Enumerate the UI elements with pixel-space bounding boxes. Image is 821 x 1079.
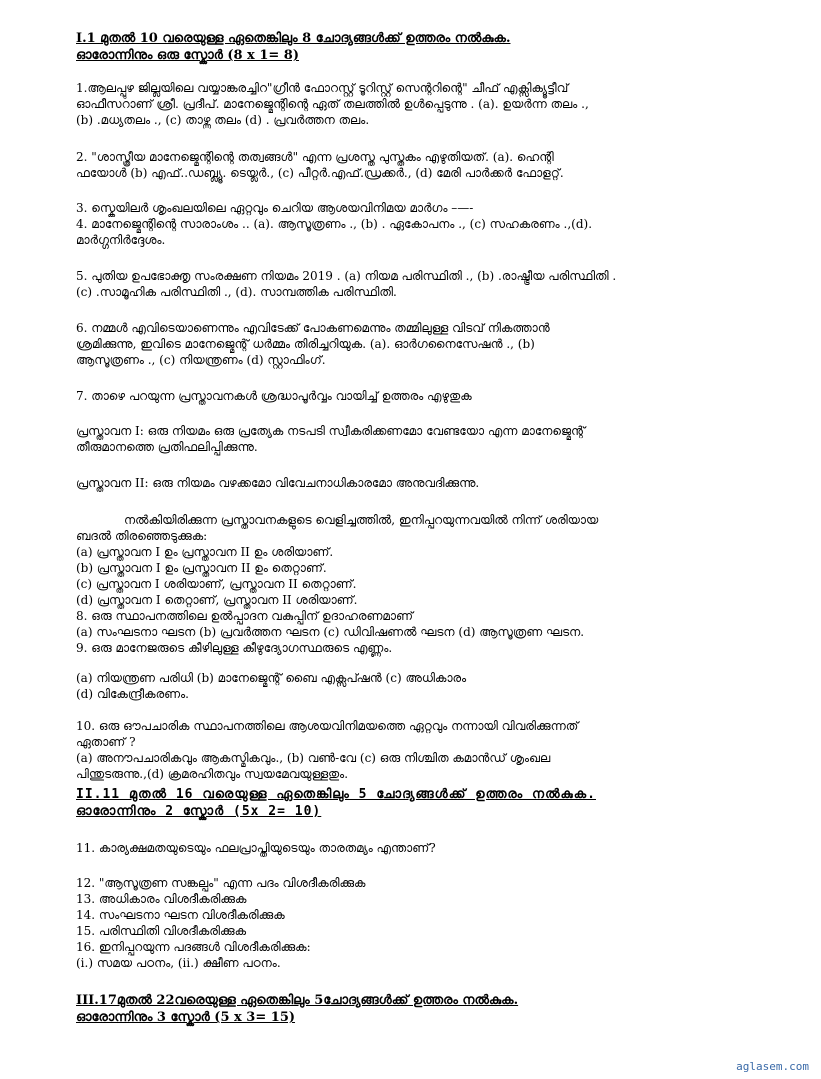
question-9-options: [76, 670, 776, 702]
question-7-option-d: (d) പ്രസ്താവന I തെറ്റാണ്, പ്രസ്താവന II ശരിയാണ്.: [76, 593, 358, 607]
question-14-line: 14. സംഘടനാ ഘടന വിശദീകരിക്കുക: [76, 908, 285, 922]
question-3-line: 3. സ്കെയിലർ ശൃംഖലയിലെ ഏറ്റവും ചെറിയ ആശയവിനിമയ മാർഗം –—-: [76, 201, 474, 215]
questions-3-4: [76, 200, 776, 248]
statement-1: [76, 423, 776, 455]
question-10-line-4: പിന്തുടരുന്നു.,(d) ക്രമരഹിതവും സ്വയമേവയുള്ളതും.: [76, 767, 349, 781]
question-6-line-2: ശ്രമിക്കുന്നു, ഇവിടെ മാനേജ്മെന്റ് ധർമ്മം തിരിച്ചറിയുക. (a). ഓർഗനൈസേഷൻ ., (b): [76, 337, 535, 351]
question-4-line-1: 4. മാനേജ്മെന്റിന്റെ സാരാംശം .. (a). ആസൂത്രണം ., (b) . ഏകോപനം ., (c) സഹകരണം .,(d).: [76, 217, 593, 231]
question-2-line-2: ഫയോൾ (b) എഫ്..ഡബ്ല്യൂ. ടെയ്ലർ., (c) പീറ്റർ.എഫ്.ഡ്രക്കർ., (d) മേരി പാർക്കർ ഫോളറ്റ്.: [76, 166, 564, 180]
question-7-instruction-line-1: നൽകിയിരിക്കുന്ന പ്രസ്താവനകളുടെ വെളിച്ചത്തിൽ, ഇനിപ്പറയുന്നവയിൽ നിന്ന് ശരിയായ: [124, 513, 599, 527]
question-11-line: 11. കാര്യക്ഷമതയുടെയും ഫലപ്രാപ്തിയുടെയും താരതമ്യം എന്താണ്?: [76, 841, 436, 855]
question-6: [76, 320, 776, 368]
section-3-title-line-1: III.17മുതൽ 22വരെയുള്ള ഏതെങ്കിലും 5ചോദ്യങ്ങൾക്ക് ഉത്തരം നൽകുക.: [76, 993, 519, 1008]
section-2-title-line-2: ഓരോന്നിനും 2 സ്കോർ (5x 2= 10): [76, 804, 322, 819]
watermark: aglasem.com: [736, 1060, 809, 1073]
question-5-line-2: (c) .സാമൂഹിക പരിസ്ഥിതി ., (d). സാമ്പത്തിക പരിസ്ഥിതി.: [76, 285, 397, 299]
question-7-instruction-line-2: ബദൽ തിരഞ്ഞെടുക്കുക:: [76, 529, 208, 543]
question-7-option-a: (a) പ്രസ്താവന I ഉം പ്രസ്താവന II ഉം ശരിയാണ്.: [76, 545, 334, 559]
section-1-title-line-1: I.1 മുതൽ 10 വരെയുള്ള ഏതെങ്കിലും 8 ചോദ്യങ്ങൾക്ക് ഉത്തരം നൽകുക.: [76, 31, 511, 46]
question-7-line: 7. താഴെ പറയുന്ന പ്രസ്താവനകൾ ശ്രദ്ധാപൂർവ്വം വായിച്ച് ഉത്തരം എഴുതുക: [76, 389, 472, 403]
question-10-line-2: ഏതാണ് ?: [76, 735, 136, 749]
statement-1-line-2: തീരുമാനത്തെ പ്രതിഫലിപ്പിക്കുന്നു.: [76, 440, 258, 454]
question-16-parts: (i.) സമയ പഠനം, (ii.) ക്ഷീണ പഠനം.: [76, 956, 281, 970]
section-1-heading: [76, 30, 776, 64]
question-1: [76, 80, 776, 128]
question-13-line: 13. അധികാരം വിശദീകരിക്കുക: [76, 892, 247, 906]
question-1-line-2: ഓഫീസറാണ് ശ്രീ. പ്രദീപ്. മാനേജ്മെന്റിന്റെ ഏത് തലത്തിൽ ഉൾപ്പെടുന്നു . (a). ഉയർന്ന തലം .,: [76, 97, 589, 111]
question-10-line-1: 10. ഒരു ഔപചാരിക സ്ഥാപനത്തിലെ ആശയവിനിമയത്തെ ഏറ്റവും നന്നായി വിവരിക്കുന്നത്: [76, 719, 579, 733]
section-2-heading: [76, 786, 776, 820]
question-9-options-line-2: (d) വികേന്ദ്രീകരണം.: [76, 687, 189, 701]
question-2-line-1: 2. "ശാസ്ത്രീയ മാനേജ്മെന്റിന്റെ തത്വങ്ങൾ" എന്ന പ്രശസ്ത പുസ്തകം എഴുതിയത്. (a). ഹെന്റി: [76, 150, 554, 164]
question-10-line-3: (a) അനൗപചാരികവും ആകസ്മികവും., (b) വൺ-വേ (c) ഒരു നിശ്ചിത കമാൻഡ് ശൃംഖല: [76, 751, 551, 765]
question-1-line-1: 1.ആലപ്പുഴ ജില്ലയിലെ വയ്യാങ്കരച്ചിറ"ഗ്രീൻ ഫോറസ്റ്റ് ടൂറിസ്റ്റ് സെന്ററിന്റെ" ചീഫ് എക്സിക്യൂട്ടീവ്: [76, 81, 569, 95]
question-1-line-3: (b) .മധ്യതലം ., (c) താഴ്ന്ന തലം (d) . പ്രവർത്തന തലം.: [76, 113, 370, 127]
question-11: [76, 840, 776, 856]
question-8-line: 8. ഒരു സ്ഥാപനത്തിലെ ഉൽപ്പാദന വകുപ്പിന് ഉദാഹരണമാണ്: [76, 609, 413, 623]
question-5: [76, 268, 776, 300]
question-6-line-3: ആസൂത്രണം ., (c) നിയന്ത്രണം (d) സ്റ്റാഫിംഗ്.: [76, 353, 326, 367]
question-9-line: 9. ഒരു മാനേജരുടെ കീഴിലുള്ള കീഴുദ്യോഗസ്ഥരുടെ എണ്ണം.: [76, 641, 393, 655]
question-12-line: 12. "ആസൂത്രണ സങ്കല്പം" എന്ന പദം വിശദീകരിക്കുക: [76, 876, 366, 890]
question-4-line-2: മാർഗ്ഗനിർദ്ദേശം.: [76, 233, 166, 247]
section-2-title-line-1: II.11 മുതൽ 16 വരെയുള്ള ഏതെങ്കിലും 5 ചോദ്യങ്ങൾക്ക് ഉത്തരം നൽകുക.: [76, 787, 596, 802]
question-2: [76, 149, 776, 181]
statement-2-line: പ്രസ്താവന II: ഒരു നിയമം വഴക്കമോ വിവേചനാധികാരമോ അനുവദിക്കുന്നു.: [76, 476, 480, 490]
question-10: [76, 718, 776, 782]
question-15-line: 15. പരിസ്ഥിതി വിശദീകരിക്കുക: [76, 924, 247, 938]
section-3-title-line-2: ഓരോന്നിനും 3 സ്കോർ (5 x 3= 15): [76, 1010, 296, 1025]
statement-1-line-1: പ്രസ്താവന I: ഒരു നിയമം ഒരു പ്രത്യേക നടപടി സ്വീകരിക്കണമോ വേണ്ടയോ എന്ന മാനേജ്മെന്റ്: [76, 424, 586, 438]
question-5-line-1: 5. പുതിയ ഉപഭോക്തൃ സംരക്ഷണ നിയമം 2019 . (a) നിയമ പരിസ്ഥിതി ., (b) .രാഷ്ട്രീയ പരിസ്ഥിതി .: [76, 269, 617, 283]
question-7-option-c: (c) പ്രസ്താവന I ശരിയാണ്, പ്രസ്താവന II തെറ്റാണ്.: [76, 577, 357, 591]
question-6-line-1: 6. നമ്മൾ എവിടെയാണെന്നും എവിടേക്ക് പോകണമെന്നും തമ്മിലുള്ള വിടവ് നികത്താൻ: [76, 321, 550, 335]
question-16-line: 16. ഇനിപ്പറയുന്ന പദങ്ങൾ വിശദീകരിക്കുക:: [76, 940, 311, 954]
question-7-option-b: (b) പ്രസ്താവന I ഉം പ്രസ്താവന II ഉം തെറ്റാണ്.: [76, 561, 327, 575]
question-9-options-line-1: (a) നിയന്ത്രണ പരിധി (b) മാനേജ്മെന്റ് ബൈ എക്സപ്ഷൻ (c) അധികാരം: [76, 671, 467, 685]
section-3-heading: [76, 992, 776, 1026]
section-1-title-line-2: ഓരോന്നിനും ഒരു സ്കോർ (8 x 1= 8): [76, 48, 299, 63]
question-7-options-block: [76, 512, 776, 656]
statement-2: [76, 475, 776, 491]
question-8-options: (a) സംഘടനാ ഘടന (b) പ്രവർത്തന ഘടന (c) ഡിവിഷണൽ ഘടന (d) ആസൂത്രണ ഘടന.: [76, 625, 585, 639]
questions-12-16: [76, 875, 776, 971]
question-7: [76, 388, 776, 404]
